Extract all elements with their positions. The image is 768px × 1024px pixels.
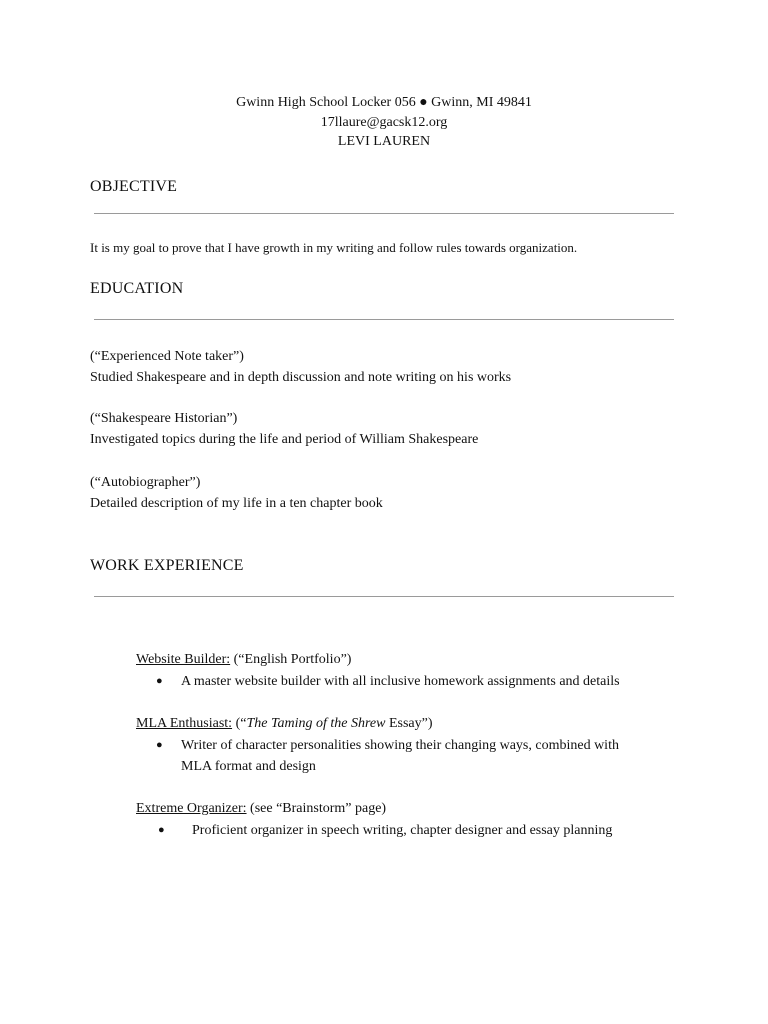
job-bullet	[136, 820, 696, 842]
job-title: Website Builder:	[136, 652, 231, 667]
education-item	[90, 346, 511, 388]
job-heading	[136, 649, 696, 671]
education-heading: EDUCATION	[90, 280, 184, 297]
job-detail: (see “Brainstorm” page)	[246, 801, 387, 816]
job-detail-prefix: (“	[232, 716, 247, 731]
bullet-icon: ●	[156, 674, 163, 687]
bullet-icon: ●	[156, 738, 163, 751]
bullet-text: Proficient organizer in speech writing, chapter designer and essay planning	[192, 822, 613, 838]
education-item	[90, 408, 478, 450]
work-experience-heading: WORK EXPERIENCE	[90, 557, 244, 574]
job-heading	[136, 798, 696, 820]
education-role: (“Shakespeare Historian”)	[90, 411, 238, 426]
objective-text: It is my goal to prove that I have growth in my writing and follow rules towards organization.	[90, 240, 578, 255]
job-detail-work-title: The Taming of the Shrew	[246, 716, 386, 731]
job-detail: (“English Portfolio”)	[230, 652, 352, 667]
job-detail-suffix: Essay”)	[385, 716, 433, 731]
objective-divider	[94, 213, 674, 214]
job-entry-mla-enthusiast	[136, 713, 696, 778]
education-role: (“Experienced Note taker”)	[90, 349, 244, 364]
resume-header	[0, 93, 768, 152]
bullet-text: Writer of character personalities showing their changing ways, combined with	[181, 737, 619, 753]
job-bullet	[136, 671, 696, 693]
bullet-text-continued: MLA format and design	[181, 759, 316, 774]
job-title: Extreme Organizer:	[136, 801, 247, 816]
education-description: Studied Shakespeare and in depth discussion and note writing on his works	[90, 370, 512, 385]
education-description: Investigated topics during the life and period of William Shakespeare	[90, 432, 479, 447]
job-bullet	[136, 735, 696, 778]
job-title: MLA Enthusiast:	[136, 716, 233, 731]
bullet-text: A master website builder with all inclusive homework assignments and details	[181, 673, 620, 689]
contact-email: 17llaure@gacsk12.org	[320, 114, 448, 130]
education-item	[90, 472, 383, 514]
job-heading	[136, 713, 696, 735]
education-description: Detailed description of my life in a ten chapter book	[90, 496, 383, 511]
bullet-icon: ●	[158, 823, 165, 836]
applicant-name: LEVI LAUREN	[337, 134, 431, 149]
job-entry-website-builder	[136, 649, 696, 692]
contact-address: Gwinn High School Locker 056 ● Gwinn, MI 49841	[236, 95, 532, 110]
education-divider	[94, 319, 674, 320]
objective-heading: OBJECTIVE	[90, 178, 178, 195]
work-experience-divider	[94, 596, 674, 597]
education-role: (“Autobiographer”)	[90, 475, 201, 490]
job-entry-extreme-organizer	[136, 798, 696, 841]
